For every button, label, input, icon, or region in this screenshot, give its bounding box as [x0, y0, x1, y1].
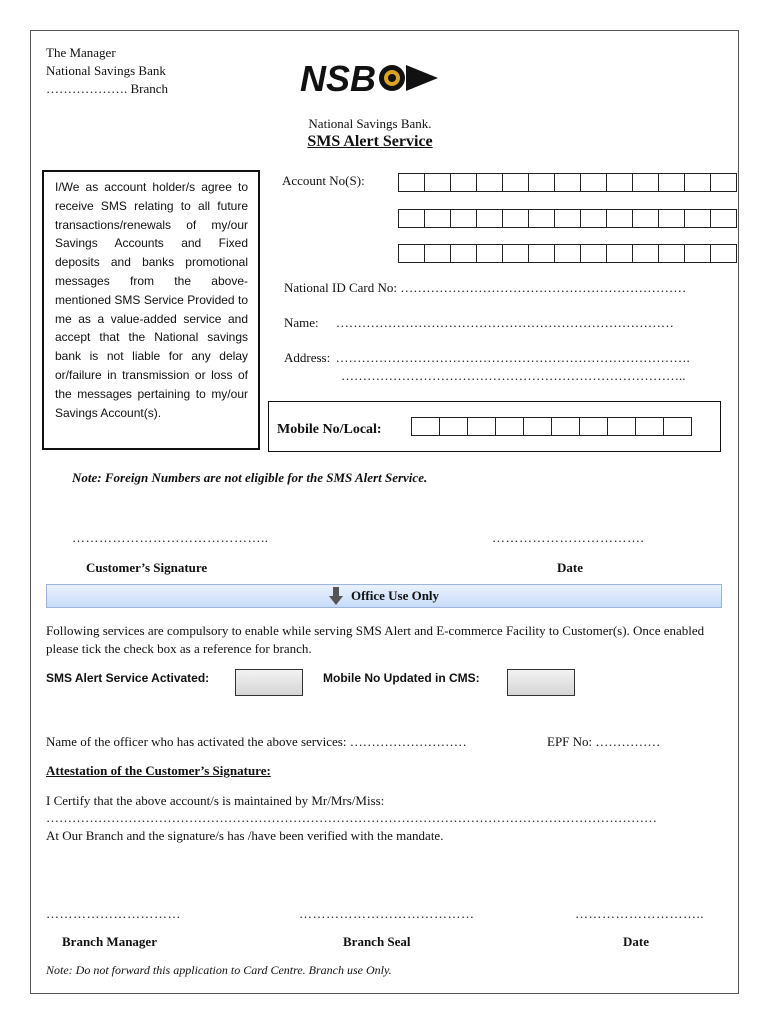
addressee-block	[46, 44, 168, 98]
branch-date-line[interactable]: ………………………..	[575, 906, 704, 921]
mobile-updated-checkbox[interactable]	[507, 669, 575, 696]
footer-note: Note: Do not forward this application to Card Centre. Branch use Only.	[46, 963, 392, 977]
holder-name-line[interactable]: ……………………………………………………………………………………………………………………………	[46, 810, 657, 825]
nic-label: National ID Card No:	[284, 280, 398, 295]
addressee-line-3: ………………. Branch	[46, 81, 169, 96]
attestation-heading: Attestation of the Customer’s Signature:	[46, 763, 271, 778]
branch-seal-line[interactable]: …………………………………	[299, 906, 475, 921]
address-dots-1: ……………………………………………………………………….	[335, 350, 690, 365]
foreign-numbers-note: Note: Foreign Numbers are not eligible for the SMS Alert Service.	[72, 470, 428, 485]
branch-verification-line: At Our Branch and the signature/s has /have been verified with the mandate.	[46, 828, 444, 843]
certify-line: I Certify that the above account/s is maintained by Mr/Mrs/Miss:	[46, 793, 385, 808]
mobile-label: Mobile No/Local:	[277, 422, 382, 437]
nsb-logo	[300, 55, 440, 99]
customer-signature-label: Customer’s Signature	[86, 560, 208, 575]
address-label: Address:	[284, 350, 331, 365]
address-dots-2[interactable]: ……………………………………………………………………..	[341, 368, 686, 383]
officer-dots: ………………………	[349, 734, 467, 749]
sms-activated-checkbox[interactable]	[235, 669, 303, 696]
name-row[interactable]	[284, 315, 674, 331]
name-dots: ……………………………………………………………………	[335, 315, 674, 330]
logo-text: NSB	[300, 58, 377, 99]
branch-manager-line[interactable]: …………………………	[46, 906, 181, 921]
form-title: SMS Alert Service	[307, 133, 433, 150]
epf-dots: ……………	[595, 734, 661, 749]
account-no-boxes-3[interactable]	[398, 244, 737, 263]
branch-manager-label: Branch Manager	[62, 934, 157, 949]
nic-dots: …………………………………………………………	[400, 280, 687, 295]
branch-date-label: Date	[623, 934, 649, 949]
epf-label: EPF No:	[547, 734, 593, 749]
mobile-no-boxes[interactable]	[411, 417, 692, 436]
nic-row[interactable]	[284, 280, 686, 296]
mobile-updated-label: Mobile No Updated in CMS:	[323, 671, 480, 685]
office-instructions: Following services are compulsory to enable while serving SMS Alert and E-commerce Facility to Customer(s). Once enabled please tick the check box as a reference for branch.	[46, 623, 705, 656]
epf-row[interactable]	[547, 734, 660, 750]
office-use-label: Office Use Only	[350, 588, 440, 603]
customer-signature-line[interactable]: ……………………………………..	[72, 530, 269, 545]
sms-activated-label: SMS Alert Service Activated:	[46, 671, 210, 685]
addressee-line-1: The Manager	[46, 45, 116, 60]
name-label: Name:	[284, 315, 319, 330]
account-no-label: Account No(S):	[282, 173, 365, 188]
branch-seal-label: Branch Seal	[343, 934, 411, 949]
account-no-boxes-1[interactable]	[398, 173, 737, 192]
down-arrow-icon	[329, 587, 343, 605]
officer-label: Name of the officer who has activated the above services:	[46, 734, 347, 749]
addressee-line-2: National Savings Bank	[46, 63, 166, 78]
office-use-bar	[46, 584, 722, 608]
logo-arrow-icon	[406, 65, 438, 91]
customer-date-line[interactable]: …………………………….	[492, 530, 645, 545]
customer-date-label: Date	[557, 560, 583, 575]
account-no-boxes-2[interactable]	[398, 209, 737, 228]
bank-name: National Savings Bank.	[308, 116, 432, 131]
address-row[interactable]	[284, 350, 690, 366]
consent-box: I/We as account holder/s agree to receive SMS relating to all future transactions/renewals of my/our Savings Accounts and Fixed deposits and banks promotional messages from the above-mentioned SMS Service Provided to me as a value-added service and accept that the National savings bank is not liable for any delay or/failure in transmission or loss of the messages pertaining to my/our Savings Account(s).	[42, 170, 260, 450]
officer-row[interactable]	[46, 734, 467, 750]
